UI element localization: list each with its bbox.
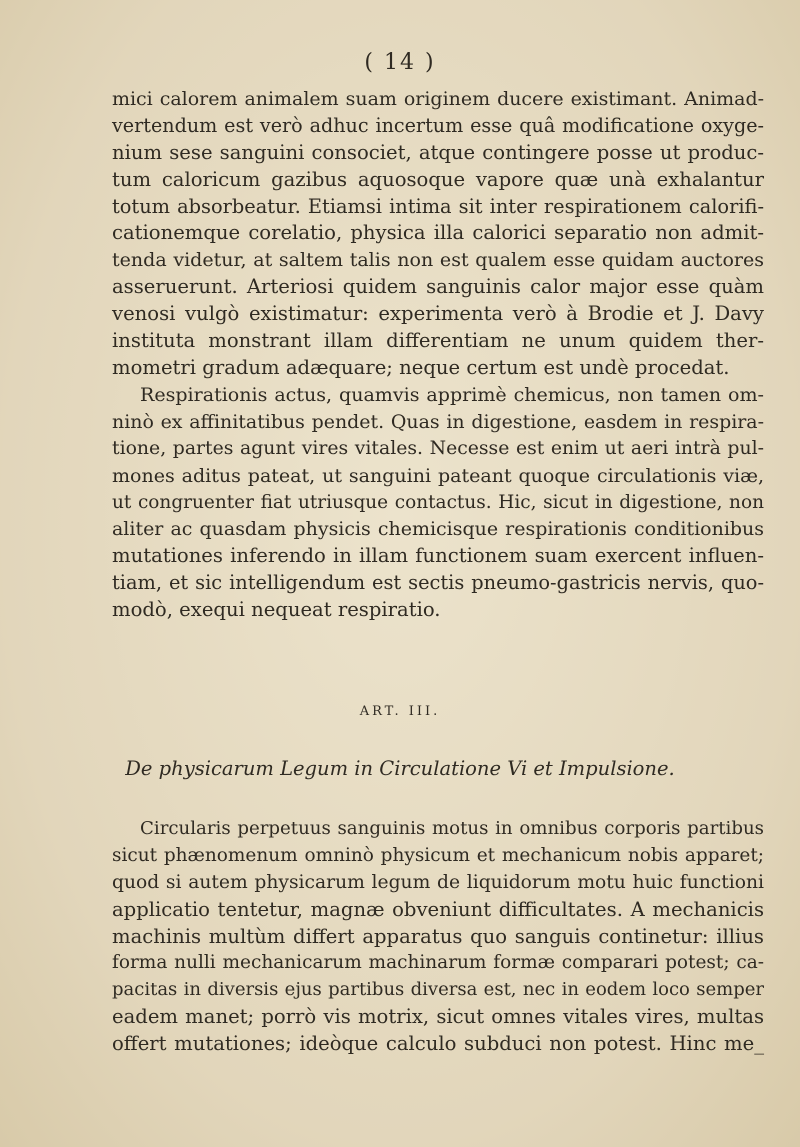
text-line: applicatio tentetur, magnæ obveniunt difficultates. A mechanicis [112,897,764,921]
text-line: mutationes inferendo in illam functionem suam exercent influen- [112,544,764,568]
text-line: tenda videtur, at saltem talis non est qualem esse quidam auctores [112,249,764,272]
paragraph-3 [112,816,764,1058]
paragraph-1 [112,86,764,382]
text-line: Respirationis actus, quamvis apprimè chemicus, non tamen om- [140,384,764,406]
text-line: vertendum est verò adhuc incertum esse quâ modificatione oxyge- [112,113,764,137]
text-line: modò, exequi nequeat respiratio. [112,598,441,622]
text-line: mones aditus pateat, ut sanguini pateant quoque circulationis viæ, [112,464,764,487]
text-line: ninò ex affinitatibus pendet. Quas in digestione, easdem in respira- [112,410,764,433]
paragraph-2 [112,382,764,624]
text-line: ut congruenter fiat utriusque contactus. Hic, sicut in digestione, non [112,491,764,513]
text-line: tum caloricum gazibus aquosoque vapore quæ unà exhalantur [112,167,764,191]
text-line: eadem manet; porrò vis motrix, sicut omnes vitales vires, multas [112,1005,764,1029]
text-line: machinis multùm differt apparatus quo sanguis continetur: illius [112,924,764,948]
text-line: nium sese sanguini consociet, atque contingere posse ut produc- [112,140,764,164]
text-line: offert mutationes; ideòque calculo subduci non potest. Hinc me_ [112,1032,764,1056]
page-number: ( 14 ) [364,50,436,75]
text-line: venosi vulgò existimatur: experimenta verò à Brodie et J. Davy [112,302,764,326]
text-line: aliter ac quasdam physicis chemicisque respirationis conditionibus [112,518,764,541]
text-line: sicut phænomenum omninò physicum et mechanicum nobis apparet; [112,844,764,866]
text-line: mici calorem animalem suam originem ducere existimant. Animad- [112,88,764,110]
text-line: tione, partes agunt vires vitales. Necesse est enim ut aeri intrà pul- [112,437,764,459]
text-line: Circularis perpetuus sanguinis motus in omnibus corporis partibus [140,818,764,839]
text-line: pacitas in diversis ejus partibus diversa est, nec in eodem loco semper [112,979,764,1001]
text-line: cationemque corelatio, physica illa calorici separatio non admit- [112,221,764,245]
text-line: asseruerunt. Arteriosi quidem sanguinis calor major esse quàm [112,275,764,299]
text-line: forma nulli mechanicarum machinarum formæ comparari potest; ca- [112,952,764,974]
text-line: instituta monstrant illam differentiam ne unum quidem ther- [112,329,764,353]
article-heading: ART. III. [359,704,441,719]
text-line: tiam, et sic intelligendum est sectis pneumo-gastricis nervis, quo- [112,571,764,595]
text-line: totum absorbeatur. Etiamsi intima sit inter respirationem calorifi- [112,194,764,218]
text-line: quod si autem physicarum legum de liquidorum motu huic functioni [112,871,764,893]
article-subtitle: De physicarum Legum in Circulatione Vi et Impulsione. [125,757,675,780]
text-line: mometri gradum adæquare; neque certum est undè procedat. [112,355,730,379]
